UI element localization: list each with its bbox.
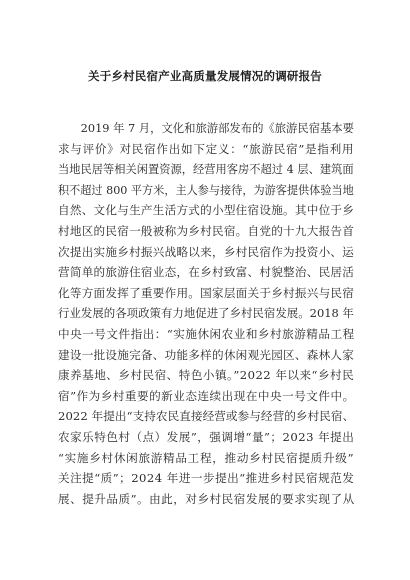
- body-text-line: 2022 年提出“支持农民直接经营或参与经营的乡村民宿、: [58, 409, 355, 424]
- body-text-line: 积不超过 800 平方米，主人参与接待，为游客提供体验当地: [58, 182, 354, 197]
- body-text-line: 行业发展的各项政策有力地促进了乡村民宿发展。2018 年: [58, 306, 354, 321]
- body-text-line: 自然、文化与生产生活方式的小型住宿设施。其中位于乡: [58, 203, 355, 218]
- body-text-line: 求与评价》对民宿作出如下定义：“旅游民宿”是指利用: [58, 141, 355, 156]
- body-text-line: “实施乡村休闲旅游精品工程，推动乡村民宿提质升级”: [58, 450, 355, 465]
- body-text-line: 关注提“质”；2024 年进一步提出“推进乡村民宿规范发: [58, 471, 355, 486]
- report-title: 关于乡村民宿产业高质量发展情况的调研报告: [88, 69, 322, 83]
- body-text-line: 营简单的旅游住宿业态，在乡村致富、村貌整治、民居活: [58, 265, 355, 280]
- body-text-line: 村地区的民宿一般被称为乡村民宿。自党的十九大报告首: [58, 223, 355, 238]
- body-text-line: 2019 年 7 月，文化和旅游部发布的《旅游民宿基本要: [58, 121, 355, 135]
- body-text-line: 康养基地、乡村民宿、特色小镇。”2022 年以来“乡村民: [58, 368, 355, 383]
- body-text-line: 农家乐特色村（点）发展”，强调增“量”；2023 年提出: [58, 429, 355, 444]
- body-text-line: 当地民居等相关闲置资源，经营用客房不超过 4 层、建筑面: [58, 162, 354, 177]
- body-text-line: 宿”作为乡村重要的新业态连续出现在中央一号文件中。: [58, 388, 355, 403]
- body-text-line: 次提出实施乡村振兴战略以来，乡村民宿作为投资小、运: [58, 244, 355, 259]
- body-text-line: 展、提升品质”。由此，对乡村民宿发展的要求实现了从: [58, 491, 355, 506]
- body-text-line: 化等方面发挥了重要作用。国家层面关于乡村振兴与民宿: [58, 285, 355, 300]
- report-body: [58, 118, 354, 509]
- body-text-line: 建设一批设施完备、功能多样的休闲观光园区、森林人家: [58, 347, 355, 362]
- body-text-line: 中央一号文件指出：“实施休闲农业和乡村旅游精品工程: [58, 326, 355, 341]
